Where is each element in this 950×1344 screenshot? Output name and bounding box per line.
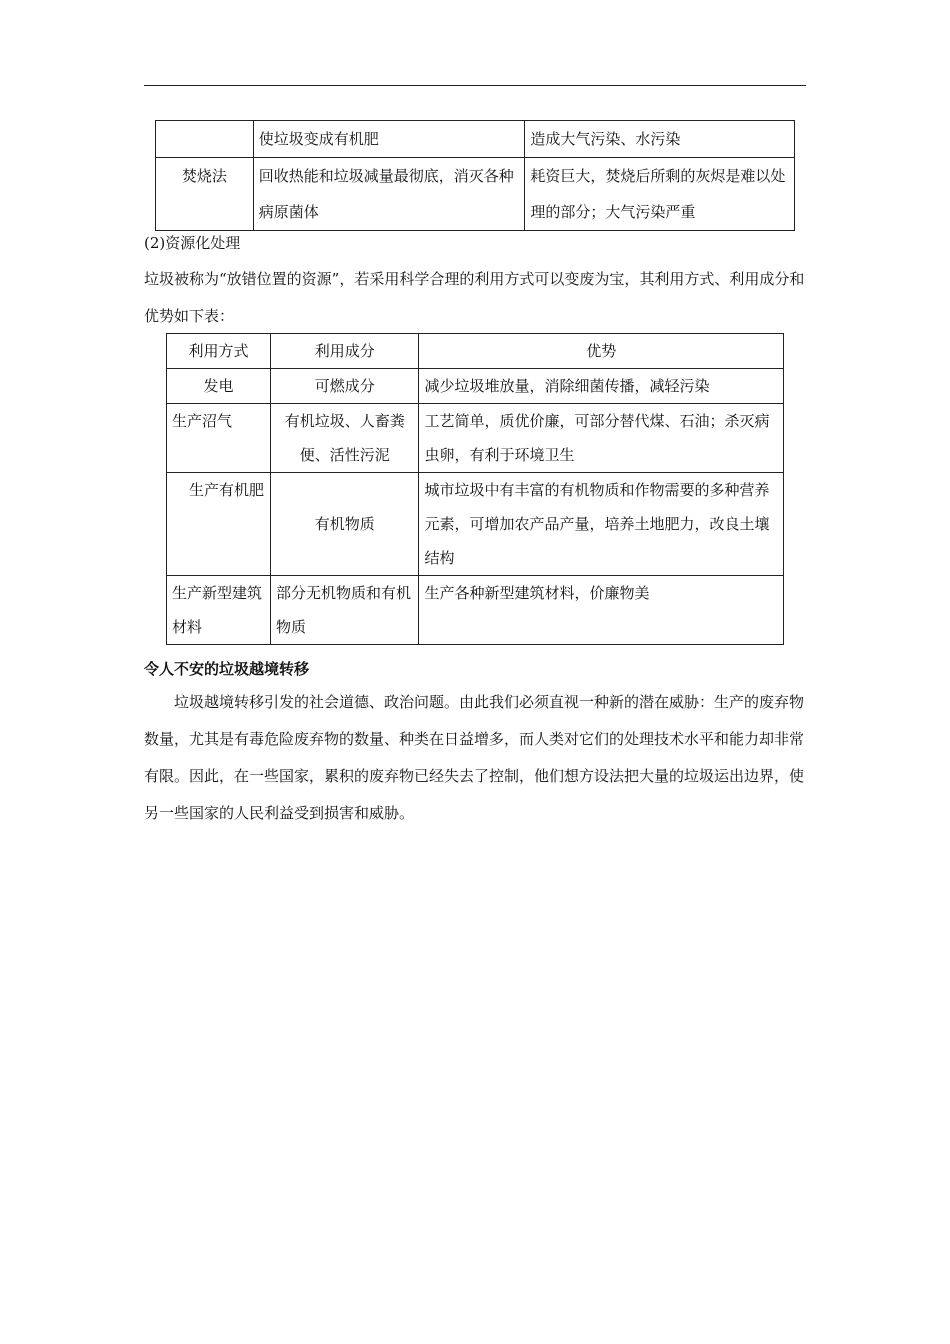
disposal-methods-table — [155, 120, 795, 231]
table-cell: 有机垃圾、人畜粪便、活性污泥 — [271, 404, 419, 473]
table-cell: 生产沼气 — [167, 404, 271, 473]
table-cell: 减少垃圾堆放量，消除细菌传播，减轻污染 — [419, 369, 784, 404]
table-header-row — [167, 334, 784, 369]
table-cell: 可燃成分 — [271, 369, 419, 404]
table-cell: 回收热能和垃圾减量最彻底，消灭各种病原菌体 — [253, 158, 525, 231]
table-cell: 焚烧法 — [156, 158, 254, 231]
table-cell: 使垃圾变成有机肥 — [253, 121, 525, 158]
table-cell: 造成大气污染、水污染 — [525, 121, 795, 158]
table-cell: 发电 — [167, 369, 271, 404]
table-cell — [156, 121, 254, 158]
table-row — [156, 158, 795, 231]
table-cell: 生产有机肥 — [167, 473, 271, 576]
header-rule — [144, 85, 806, 86]
table-row — [167, 576, 784, 645]
table-cell: 工艺简单，质优价廉，可部分替代煤、石油；杀灭病虫卵，有利于环境卫生 — [419, 404, 784, 473]
section-title: (2)资源化处理 — [144, 234, 241, 252]
table-row — [167, 404, 784, 473]
table-cell: 城市垃圾中有丰富的有机物质和作物需要的多种营养元素，可增加农产品产量，培养土地肥力，改良土壤结构 — [419, 473, 784, 576]
section-intro: 垃圾被称为“放错位置的资源”，若采用科学合理的利用方式可以变废为宝，其利用方式、利用成分和优势如下表： — [144, 270, 805, 325]
table-cell: 有机物质 — [271, 473, 419, 576]
section-heading: 令人不安的垃圾越境转移 — [144, 660, 310, 678]
table-cell: 生产各种新型建筑材料，价廉物美 — [419, 576, 784, 645]
table-cell: 部分无机物质和有机物质 — [271, 576, 419, 645]
resource-utilization-table — [166, 333, 784, 645]
column-header: 利用方式 — [167, 334, 271, 369]
table-row — [167, 473, 784, 576]
column-header: 优势 — [419, 334, 784, 369]
column-header: 利用成分 — [271, 334, 419, 369]
body-paragraph: 垃圾越境转移引发的社会道德、政治问题。由此我们必须直视一种新的潜在威胁：生产的废弃物数量，尤其是有毒危险废弃物的数量、种类在日益增多，而人类对它们的处理技术水平和能力却非常有限。因此，在一些国家，累积的废弃物已经失去了控制，他们想方设法把大量的垃圾运出边界，使另一些国家的人民利益受到损害和威胁。 — [144, 693, 805, 822]
table-cell: 生产新型建筑材料 — [167, 576, 271, 645]
table-row — [167, 369, 784, 404]
table-row — [156, 121, 795, 158]
table-cell: 耗资巨大，焚烧后所剩的灰烬是难以处理的部分；大气污染严重 — [525, 158, 795, 231]
